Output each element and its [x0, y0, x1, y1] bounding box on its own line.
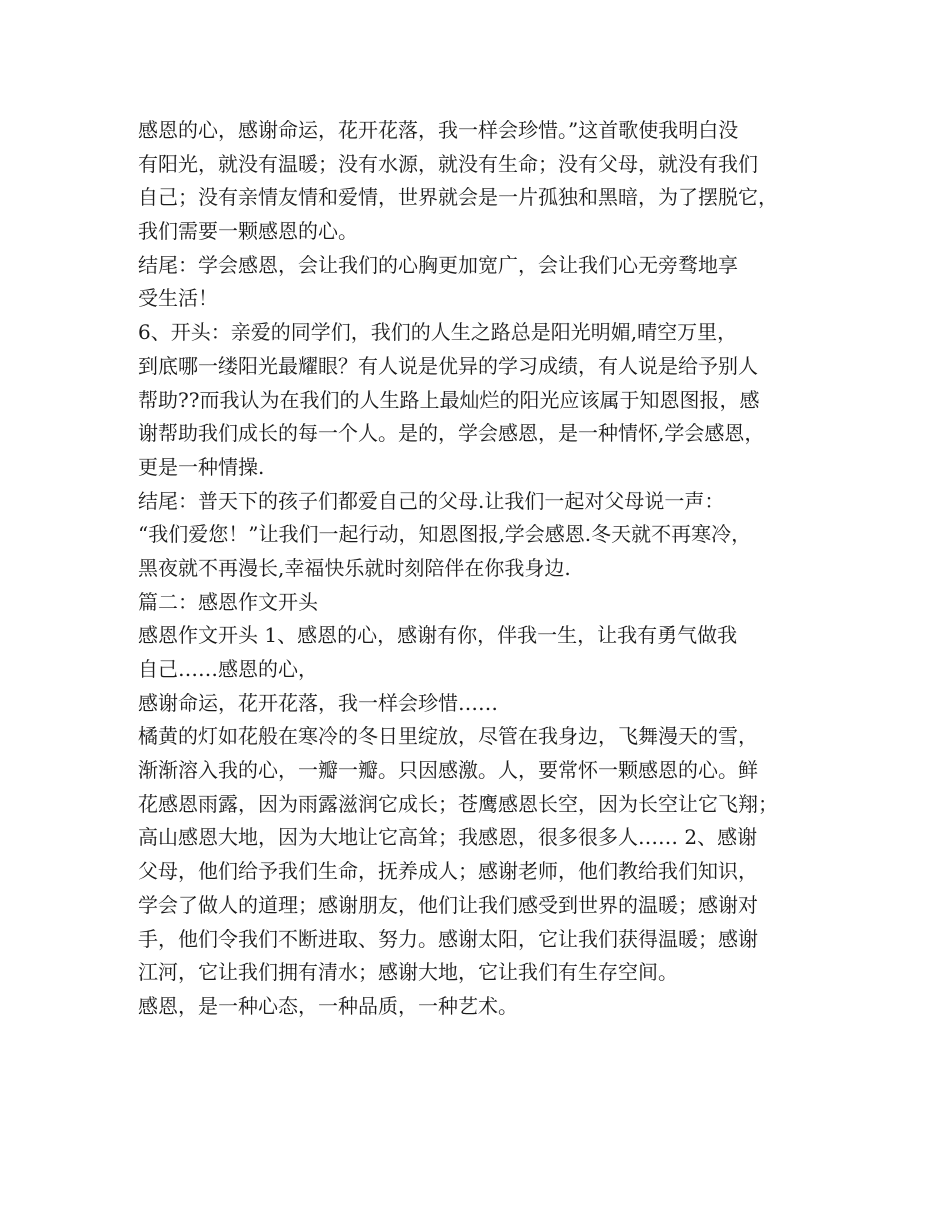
text-line: 谢帮助我们成长的每一个人。是的，学会感恩，是一种情怀,学会感恩， [138, 421, 765, 446]
text-line: 感恩，是一种心态，一种品质，一种艺术。 [138, 993, 518, 1018]
text-line: 感谢命运，花开花落，我一样会珍惜…… [138, 690, 498, 715]
text-line: 渐渐溶入我的心，一瓣一瓣。只因感激。人，要常怀一颗感恩的心。鲜 [138, 758, 758, 783]
text-line: 手，他们令我们不断进取、努力。感谢太阳，它让我们获得温暖；感谢 [138, 926, 758, 951]
text-line: 我们需要一颗感恩的心。 [138, 219, 358, 244]
text-line: 江河，它让我们拥有清水；感谢大地，它让我们有生存空间。 [138, 960, 678, 985]
document-body [138, 114, 818, 1024]
text-line: 到底哪一缕阳光最耀眼？有人说是优异的学习成绩，有人说是给予别人 [138, 353, 758, 378]
text-line: 感恩作文开头 1、感恩的心，感谢有你，伴我一生，让我有勇气做我 [138, 623, 738, 648]
text-line: 橘黄的灯如花般在寒冷的冬日里绽放，尽管在我身边，飞舞漫天的雪， [138, 724, 758, 749]
text-line: 自己；没有亲情友情和爱情，世界就会是一片孤独和黑暗，为了摆脱它， [138, 185, 778, 210]
text-line: 帮助??而我认为在我们的人生路上最灿烂的阳光应该属于知恩图报，感 [138, 387, 760, 412]
text-line: 受生活！ [138, 286, 218, 311]
text-line: 更是一种情操. [138, 454, 265, 479]
text-line: 有阳光，就没有温暖；没有水源，就没有生命；没有父母，就没有我们 [138, 151, 758, 176]
text-line: 6、开头：亲爱的同学们，我们的人生之路总是阳光明媚,晴空万里， [138, 320, 738, 345]
text-line: 结尾：普天下的孩子们都爱自己的父母.让我们一起对父母说一声： [138, 488, 725, 513]
text-line: “我们爱您！”让我们一起行动，知恩图报,学会感恩.冬天就不再寒冷， [138, 522, 752, 547]
section-heading: 篇二：感恩作文开头 [138, 589, 318, 614]
text-line: 自己……感恩的心， [138, 657, 318, 681]
text-line: 学会了做人的道理；感谢朋友，他们让我们感受到世界的温暖；感谢对 [138, 892, 758, 917]
text-line: 感恩的心，感谢命运，花开花落，我一样会珍惜。”这首歌使我明白没 [138, 118, 739, 142]
text-line: 黑夜就不再漫长,幸福快乐就时刻陪伴在你我身边. [138, 555, 571, 580]
text-line: 花感恩雨露，因为雨露滋润它成长；苍鹰感恩长空，因为长空让它飞翔； [138, 791, 778, 816]
text-line: 高山感恩大地，因为大地让它高耸；我感恩，很多很多人…… 2、感谢 [138, 825, 758, 850]
text-line: 结尾：学会感恩，会让我们的心胸更加宽广，会让我们心无旁骛地享 [138, 252, 738, 277]
text-line: 父母，他们给予我们生命，抚养成人；感谢老师，他们教给我们知识， [138, 859, 758, 884]
